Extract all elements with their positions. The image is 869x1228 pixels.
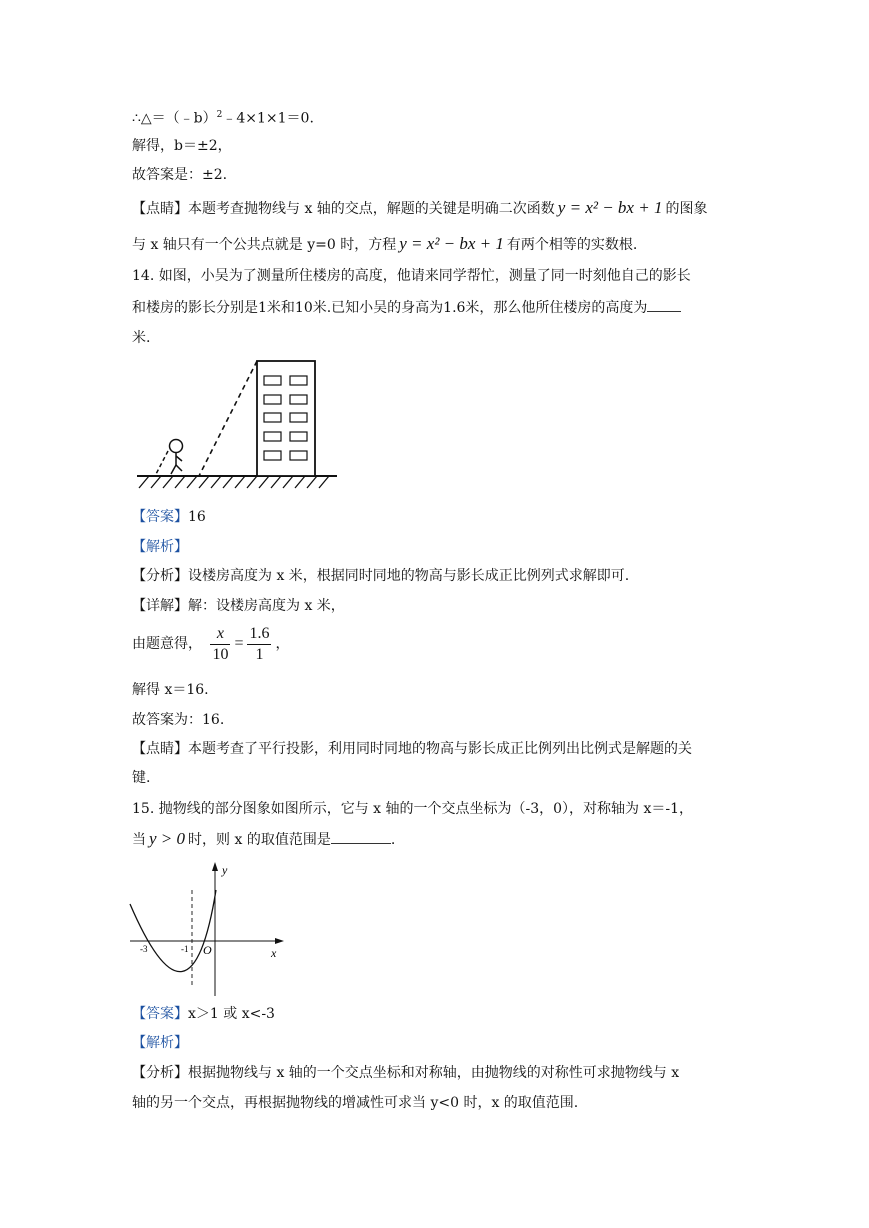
- q14-final: 故答案为：16.: [132, 712, 225, 728]
- q15-fenxi-text: 根据抛物线与 x 轴的一个交点坐标和对称轴，由抛物线的对称性可求抛物线与 x: [188, 1065, 680, 1081]
- q14-eq-prefix: 由题意得，: [132, 636, 202, 652]
- q15-answer-blank: [331, 829, 391, 844]
- q15-analysis-tag: 【解析】: [132, 1035, 188, 1051]
- q15-stem-2-b: 时，则 x 的取值范围是: [188, 832, 331, 848]
- q14-frac-left-num: x: [210, 624, 230, 645]
- q15-stem-2-a: 当: [132, 832, 146, 848]
- q14-stem-2: [132, 297, 681, 318]
- q14-answer: [132, 507, 206, 527]
- q14-fenxi-tag: 【分析】: [132, 568, 188, 584]
- answer-line: 故答案是：±2.: [132, 167, 228, 183]
- q14-xiangjie: [132, 596, 345, 616]
- comment-formula: y = x² − bx + 1: [557, 198, 663, 217]
- q14-eq-equals: =: [234, 635, 244, 652]
- comment-line-1: [132, 198, 707, 219]
- q15-stem-2: [132, 829, 395, 850]
- q14-xiangjie-tag: 【详解】: [132, 598, 188, 614]
- person-icon: [170, 440, 183, 475]
- graph-label-y: y: [222, 863, 228, 877]
- q14-fraction-right: [247, 624, 271, 665]
- q14-dianjing-1: [132, 739, 692, 759]
- q14-answer-tag: 【答案】: [132, 509, 188, 525]
- q14-xiangjie-text: 解：设楼房高度为 x 米，: [188, 598, 345, 614]
- q14-frac-left-den: 10: [212, 645, 229, 663]
- comment-tag: 【点睛】: [132, 201, 188, 217]
- q14-frac-right-num: 1.6: [247, 624, 271, 645]
- q14-stem-3: 米.: [132, 330, 151, 346]
- q14-fenxi-text: 设楼房高度为 x 米，根据同时同地的物高与影长成正比例列式求解即可.: [188, 568, 630, 584]
- q14-dianjing-2: 键.: [132, 770, 151, 786]
- q15-stem-2-c: .: [390, 832, 396, 848]
- q15-answer: [132, 1004, 275, 1024]
- q14-frac-right-den: 1: [255, 645, 264, 663]
- solve-line: 解得，b＝±2，: [132, 138, 232, 154]
- comment2-text: 与 x 轴只有一个公共点就是 y=0 时，方程: [132, 237, 397, 253]
- q14-answer-value: 16: [188, 509, 206, 525]
- q14-eq-suffix: ，: [275, 636, 290, 652]
- q14-dianjing-text: 本题考查了平行投影，利用同时同地的物高与影长成正比例列出比例式是解题的关: [188, 741, 692, 757]
- comment-text-end: 的图象: [665, 201, 708, 217]
- comment-line-2: [132, 234, 637, 255]
- q14-stem-1: 14. 如图，小吴为了测量所住楼房的高度，他请来同学帮忙，测量了同一时刻他自己的影长: [132, 268, 691, 284]
- comment2-text-end: 有两个相等的实数根.: [506, 237, 638, 253]
- q15-stem-1: 15. 抛物线的部分图象如图所示，它与 x 轴的一个交点坐标为（-3，0），对称轴为 x＝-1，: [132, 801, 694, 817]
- q15-condition-formula: y > 0: [149, 829, 186, 848]
- q15-fenxi-1: [132, 1063, 679, 1083]
- delta-rest: ﹣4×1×1＝0.: [222, 110, 314, 127]
- q14-fraction-left: [210, 624, 230, 665]
- graph-label-minus-1: -1: [181, 944, 189, 954]
- delta-text: ∴△＝（﹣b）: [132, 110, 217, 127]
- q14-answer-blank: [647, 297, 681, 312]
- delta-superscript: 2: [216, 110, 223, 120]
- q15-fenxi-tag: 【分析】: [132, 1065, 188, 1081]
- q14-dianjing-tag: 【点睛】: [132, 741, 188, 757]
- comment-text: 本题考查抛物线与 x 轴的交点，解题的关键是明确二次函数: [188, 201, 555, 217]
- q14-fenxi: [132, 566, 629, 586]
- q14-building-figure: [135, 355, 340, 495]
- delta-line: [132, 105, 314, 129]
- comment2-formula: y = x² − bx + 1: [399, 234, 504, 253]
- q15-parabola-graph: [128, 858, 288, 998]
- q14-solve: 解得 x＝16.: [132, 682, 209, 698]
- graph-label-x: x: [271, 946, 277, 960]
- q15-fenxi-2: 轴的另一个交点，再根据抛物线的增减性可求当 y<0 时，x 的取值范围.: [132, 1095, 579, 1111]
- graph-label-minus-3: -3: [140, 944, 148, 954]
- q14-analysis-tag: 【解析】: [132, 539, 188, 555]
- q14-equation-line: [132, 622, 289, 666]
- graph-label-origin: O: [203, 943, 212, 957]
- q14-stem-2-text: 和楼房的影长分别是1米和10米.已知小吴的身高为1.6米，那么他所住楼房的高度为: [132, 300, 648, 316]
- q15-answer-value: x＞1 或 x<-3: [188, 1006, 275, 1022]
- q15-answer-tag: 【答案】: [132, 1006, 188, 1022]
